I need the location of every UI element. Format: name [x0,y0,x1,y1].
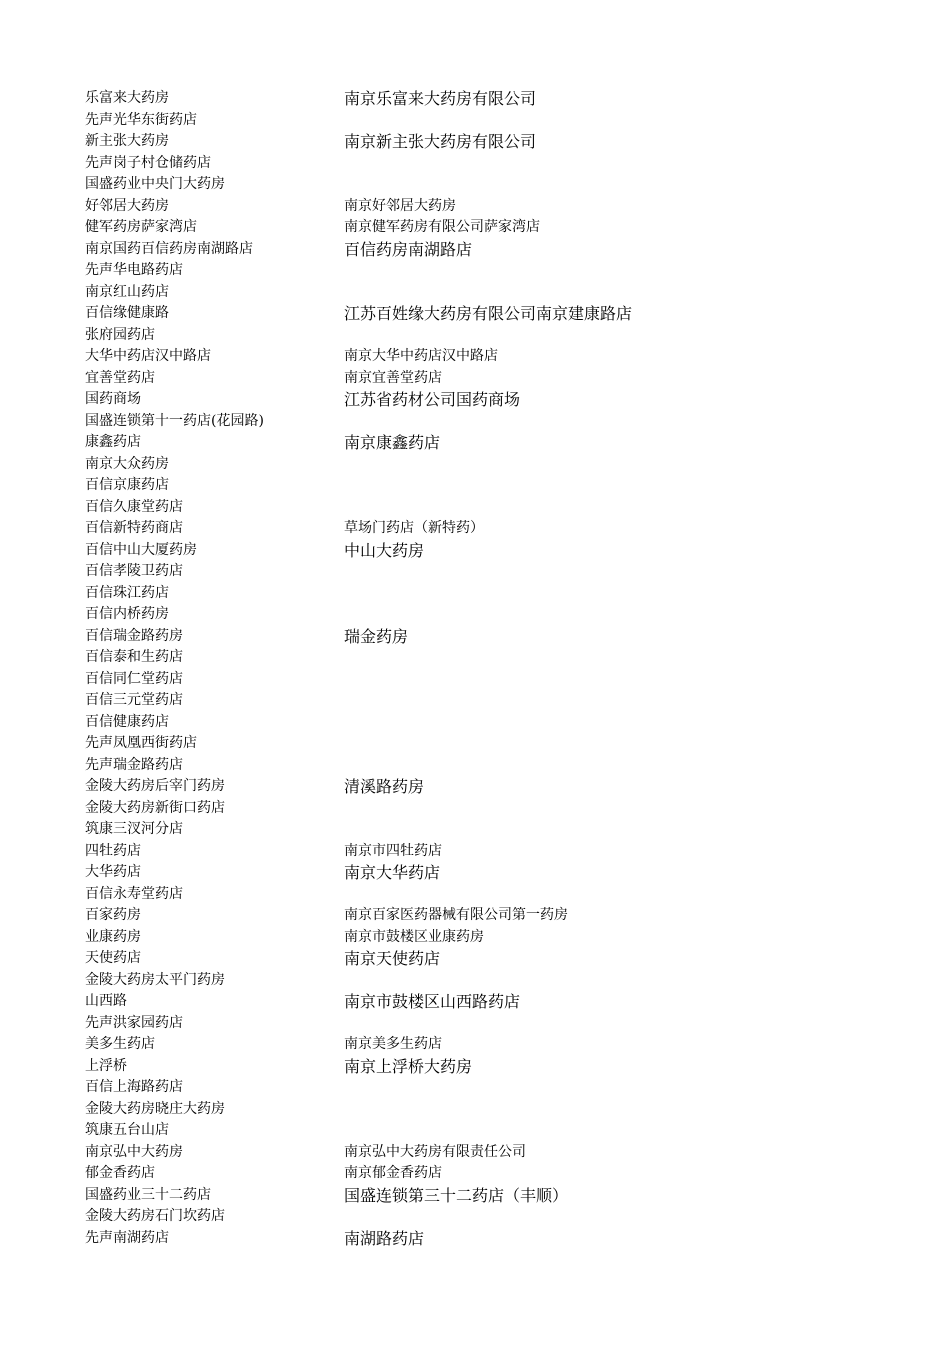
table-row [0,1163,950,1185]
store-full-name: 南京大华药店 [344,863,441,882]
table-row [0,346,950,368]
store-short-name: 先声华电路药店 [85,262,183,278]
table-row [0,1034,950,1056]
table-row [0,583,950,605]
store-short-name: 先声凤凰西街药店 [85,735,197,751]
store-full-name: 南京乐富来大药房有限公司 [344,89,537,108]
store-short-name: 金陵大药房石门坎药店 [85,1208,225,1224]
store-short-name: 上浮桥 [85,1057,127,1074]
store-short-name: 康鑫药店 [85,434,141,450]
table-row [0,454,950,476]
table-row [0,1142,950,1164]
store-short-name: 百信缘健康路 [85,305,169,321]
table-row [0,411,950,433]
table-row [0,905,950,927]
table-row [0,475,950,497]
store-short-name: 先声洪家园药店 [85,1014,183,1031]
store-full-name: 南京弘中大药房有限责任公司 [344,1143,526,1160]
store-short-name: 美多生药店 [85,1036,155,1052]
store-short-name: 郁金香药店 [85,1165,155,1181]
store-short-name: 百信健康药店 [85,713,169,730]
store-short-name: 国盛连锁第十一药店(花园路) [85,412,264,429]
store-short-name: 百信泰和生药店 [85,649,183,665]
store-full-name: 百信药房南湖路店 [344,239,473,259]
table-row [0,153,950,175]
store-full-name: 草场门药店（新特药） [344,520,484,536]
store-short-name: 南京大众药房 [85,455,169,472]
store-full-name: 南湖路药店 [344,1228,425,1248]
store-full-name: 南京大华中药店汉中路店 [344,348,498,364]
store-full-name: 瑞金药房 [344,626,409,646]
table-row [0,497,950,519]
store-full-name: 南京美多生药店 [344,1036,442,1052]
table-row [0,88,950,110]
store-short-name: 百信中山大厦药房 [85,541,197,558]
store-full-name: 南京市四牡药店 [344,842,442,859]
store-full-name: 南京百家医药器械有限公司第一药房 [344,907,568,923]
store-short-name: 金陵大药房新街口药店 [85,799,225,816]
store-full-name: 南京康鑫药店 [344,433,441,452]
store-short-name: 金陵大药房后宰门药房 [85,778,225,794]
store-full-name: 南京健军药房有限公司萨家湾店 [344,219,540,235]
table-row [0,1099,950,1121]
table-row [0,540,950,562]
table-row [0,217,950,239]
table-row [0,325,950,347]
table-row [0,819,950,841]
table-row [0,948,950,970]
store-short-name: 先声瑞金路药店 [85,756,183,773]
table-row [0,798,950,820]
store-short-name: 业康药房 [85,928,141,945]
table-row [0,669,950,691]
table-row [0,110,950,132]
table-row [0,1056,950,1078]
store-short-name: 国盛药业中央门大药房 [85,176,225,192]
store-full-name: 南京上浮桥大药房 [344,1056,473,1076]
store-short-name: 先声光华东街药店 [85,111,197,128]
store-full-name: 国盛连锁第三十二药店（丰顺） [344,1185,569,1205]
store-full-name: 南京郁金香药店 [344,1165,442,1181]
table-row [0,690,950,712]
store-full-name: 南京市鼓楼区山西路药店 [344,992,521,1011]
store-short-name: 山西路 [85,993,127,1009]
store-short-name: 百信珠江药店 [85,584,169,601]
table-row [0,862,950,884]
store-short-name: 南京弘中大药房 [85,1143,183,1160]
store-short-name: 百信上海路药店 [85,1079,183,1095]
table-row [0,755,950,777]
store-full-name: 南京市鼓楼区业康药房 [344,928,484,945]
store-short-name: 四牡药店 [85,842,141,859]
table-row [0,303,950,325]
store-short-name: 乐富来大药房 [85,90,169,106]
store-short-name: 国盛药业三十二药店 [85,1186,211,1203]
store-short-name: 大华中药店汉中路店 [85,348,211,364]
table-row [0,1013,950,1035]
store-short-name: 百信内桥药房 [85,606,169,622]
store-short-name: 金陵大药房太平门药房 [85,971,225,988]
store-full-name: 江苏省药材公司国药商场 [344,390,521,409]
store-short-name: 百信永寿堂药店 [85,885,183,902]
store-short-name: 国药商场 [85,391,141,407]
store-short-name: 金陵大药房晓庄大药房 [85,1100,225,1117]
store-short-name: 筑康三汊河分店 [85,821,183,837]
store-short-name: 大华药店 [85,864,141,880]
table-row [0,1077,950,1099]
store-full-name: 清溪路药房 [344,777,425,796]
table-row [0,432,950,454]
table-row [0,1228,950,1250]
store-full-name: 南京宜善堂药店 [344,369,442,386]
table-row [0,604,950,626]
store-short-name: 百信孝陵卫药店 [85,563,183,579]
table-row [0,970,950,992]
table-row [0,884,950,906]
table-row [0,991,950,1013]
store-full-name: 南京天使药店 [344,949,441,968]
store-short-name: 百信同仁堂药店 [85,670,183,687]
store-full-name: 中山大药房 [344,540,425,560]
store-short-name: 百信京康药店 [85,477,169,493]
store-short-name: 好邻居大药房 [85,197,169,214]
store-short-name: 先声岗子村仓储药店 [85,154,211,171]
table-row [0,1120,950,1142]
table-row [0,712,950,734]
store-short-name: 宜善堂药店 [85,369,155,386]
table-row [0,518,950,540]
table-row [0,131,950,153]
store-short-name: 百家药房 [85,907,141,923]
store-short-name: 筑康五台山店 [85,1122,169,1138]
store-short-name: 先声南湖药店 [85,1229,169,1246]
table-row [0,260,950,282]
store-short-name: 天使药店 [85,950,141,966]
pharmacy-list [0,88,950,1249]
store-short-name: 新主张大药房 [85,133,169,149]
table-row [0,282,950,304]
table-row [0,841,950,863]
table-row [0,1206,950,1228]
store-short-name: 百信新特药商店 [85,520,183,536]
table-row [0,927,950,949]
table-row [0,776,950,798]
store-short-name: 张府园药店 [85,326,155,343]
store-short-name: 百信久康堂药店 [85,498,183,515]
store-short-name: 健军药房萨家湾店 [85,219,197,235]
store-full-name: 南京新主张大药房有限公司 [344,132,537,151]
table-row [0,239,950,261]
table-row [0,626,950,648]
table-row [0,196,950,218]
store-short-name: 南京红山药店 [85,283,169,300]
store-short-name: 百信三元堂药店 [85,692,183,708]
table-row [0,174,950,196]
store-full-name: 南京好邻居大药房 [344,197,456,214]
table-row [0,368,950,390]
store-full-name: 江苏百姓缘大药房有限公司南京建康路店 [344,304,633,323]
table-row [0,733,950,755]
table-row [0,561,950,583]
store-short-name: 南京国药百信药房南湖路店 [85,240,253,257]
table-row [0,647,950,669]
store-short-name: 百信瑞金路药房 [85,627,183,644]
table-row [0,1185,950,1207]
table-row [0,389,950,411]
